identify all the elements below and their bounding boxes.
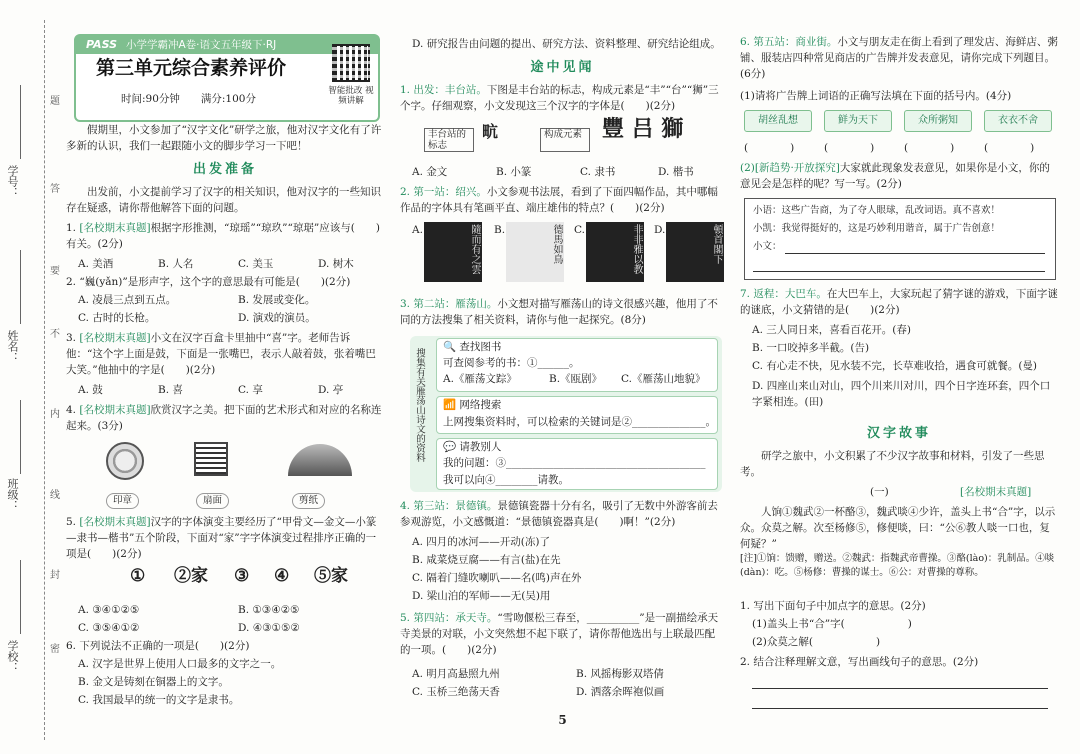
option[interactable]: B. 小篆	[496, 166, 532, 178]
time-score-info: 时间:90分钟 满分:100分	[121, 93, 256, 105]
box-title: 💬 请教别人	[443, 441, 502, 453]
section-intro: 出发前，小文提前学习了汉字的相关知识，他对汉字的一些知识存在疑惑，请你帮他解答下面的问题。	[66, 186, 381, 214]
header-card	[74, 34, 380, 122]
book-option[interactable]: A.《雁荡文踪》	[443, 373, 517, 385]
question-1: 1. [名校期末真题]根据字形推测，“琼瑶”“琼玖”“琼琚”应该与( )有关。(2分)	[66, 222, 380, 250]
question-text: 小文想对描写雁荡山的诗文很感兴趣，他用了不同的方法搜集了相关资料，请你与他一起探究。(8分)	[400, 298, 718, 326]
option[interactable]: C. 古时的长枪。	[78, 312, 156, 324]
exam-tag: [名校期末真题]	[79, 516, 151, 528]
question-2-4	[400, 498, 725, 530]
question-text: “雪吻偃松三春至，__________”是一副描绘承天寺美景的对联，小文突然想不起下联了，请你帮他选出与上联最匹配的一项。( )(2分)	[400, 612, 719, 656]
section-title-stories: 汉字故事	[866, 426, 931, 441]
box-title: 📶 网络搜索	[443, 399, 502, 411]
question-text: 景德镇瓷器十分有名，吸引了无数中外游客前去参观游览，小文感慨道：“景德镇瓷器真是( )啊！”(2分)	[400, 500, 718, 528]
option[interactable]: A. 明月高悬照九州	[412, 668, 500, 680]
paper-cut-fan-image[interactable]	[288, 444, 352, 476]
box-ask	[436, 438, 718, 490]
option[interactable]: C. 隔着门缝吹喇叭——名(鸣)声在外	[412, 572, 582, 584]
meaning-blank[interactable]: (2)众莫之解( )	[752, 636, 881, 648]
option[interactable]: A. 四月的冰河——开动(冻)了	[412, 536, 550, 548]
option[interactable]: B. 人名	[158, 258, 194, 270]
cut-char: 答	[50, 184, 60, 195]
dialog-line: 小文：	[753, 241, 782, 252]
question-2-5	[400, 610, 725, 658]
cut-char: 密	[50, 644, 60, 655]
calligraphy-image-b[interactable]: 德馬如鳥	[506, 222, 564, 282]
keyword-blank[interactable]: 上网搜集资料时，可以检索的关键词是②______________。	[443, 416, 716, 428]
question-text: 小文在汉字百盒卡里抽中“喜”字。老师告诉他：“这个字上面是鼓，下面是一张嘴巴，表示人敲着鼓，张着嘴巴大笑。”他抽中的字是( )(2分)	[66, 332, 376, 376]
match-label-seal[interactable]: 印章	[106, 493, 139, 509]
script-glyph-2: ②家	[174, 566, 208, 586]
script-glyph-5: ⑤家	[314, 566, 348, 586]
option[interactable]: C. 有心走不快，见水装不完，长草难收拾，遇食可就餐。(曼)	[752, 360, 1038, 372]
story-notes: [注]①饷：馈赠，赠送。②魏武：指魏武帝曹操。③酪(lào)：乳制品。④啖(dàn)：吃。⑤杨修：曹操的谋士。⑥公：对曹操的尊称。	[740, 553, 1055, 578]
cut-char: 题	[50, 96, 60, 107]
exam-tag: [名校期末真题]	[79, 222, 151, 234]
cut-char: 封	[50, 570, 60, 581]
sub-question-2	[740, 160, 1058, 192]
option[interactable]: D. 演戏的演员。	[238, 312, 316, 324]
cut-char: 不	[50, 329, 60, 340]
option[interactable]: A. 鼓	[78, 384, 103, 396]
section-title-journey: 途中见闻	[530, 60, 595, 75]
answer-line[interactable]	[753, 271, 1045, 272]
option[interactable]: D. 研究报告由问题的提出、研究方法、资料整理、研究结论组成。	[412, 38, 721, 50]
exam-tag: [名校期末真题]	[79, 404, 151, 416]
option[interactable]: A. 凌晨三点到五点。	[78, 294, 177, 306]
column-1	[66, 0, 384, 754]
trend-tag: (2)[新趋势·开放探究]	[740, 162, 840, 174]
story-question-1: 1. 写出下面句子中加点字的意思。(2分)	[740, 600, 926, 612]
option[interactable]: D. 亭	[318, 384, 344, 396]
option[interactable]: D. 梁山泊的军师——无(吴)用	[412, 590, 551, 602]
option[interactable]: A. 金文	[412, 166, 448, 178]
stop-label: 1. 出发：丰台站。	[400, 84, 487, 96]
option[interactable]: C. 玉桥三绝荡天香	[412, 686, 500, 698]
option[interactable]: A.	[412, 224, 423, 236]
panel-side-caption: 搜集有关雁荡山诗文的资料	[414, 348, 425, 462]
script-glyph-1: ①	[130, 566, 146, 586]
option[interactable]: A. ③④①②⑤	[78, 604, 140, 616]
option[interactable]: B.	[494, 224, 506, 236]
answer-line[interactable]	[752, 708, 1048, 709]
cut-char: 内	[50, 409, 60, 420]
flow-box-logo: 丰台站的标志	[424, 128, 474, 152]
column-3	[740, 0, 1058, 754]
name-label: 姓名：	[6, 330, 19, 363]
option[interactable]: A. 汉字是世界上使用人口最多的文字之一。	[78, 658, 282, 670]
question-2-7	[740, 286, 1058, 318]
option[interactable]: D. 四座山来山对山，四个川来川对川，四个日字连环套，四个口字紧相连。(田)	[752, 380, 1051, 408]
school-label: 学校：	[6, 640, 19, 673]
logo-glyph: 㽘	[482, 122, 499, 141]
question-text: 小文参观书法展，看到了下面四幅作品，其中哪幅作品的字体具有笔画平直、端庄雄伟的特点？( )(2分)	[400, 186, 718, 214]
person-blank[interactable]: 我可以向④________请教。	[443, 474, 569, 486]
class-field-line[interactable]	[20, 400, 21, 474]
sub-question: (1)请将广告牌上词语的正确写法填在下面的括号内。(4分)	[740, 90, 1012, 102]
name-field-line[interactable]	[20, 250, 21, 324]
question-text: 大家就此现象发表意见，如果你是小文，你的意见会是怎样的呢？写一写。(2分)	[740, 162, 1050, 190]
option[interactable]: C.	[574, 224, 585, 236]
question-text: 根据字形推测，“琼瑶”“琼玖”“琼琚”应该与( )有关。(2分)	[66, 222, 380, 250]
school-field-line[interactable]	[20, 560, 21, 634]
answer-bracket[interactable]: ( )	[824, 142, 875, 154]
box-title: 🔍 查找图书	[443, 341, 502, 353]
option[interactable]: B. 发展或变化。	[238, 294, 316, 306]
option[interactable]: B. 喜	[158, 384, 183, 396]
option[interactable]: D.	[654, 224, 666, 236]
option[interactable]: B. 一口咬掉多半截。(告)	[752, 342, 870, 354]
qr-code-overlay	[332, 44, 370, 82]
question-6: 6. 下列说法不正确的一项是( )(2分)	[66, 640, 250, 652]
story-text: 人饷①魏武②一杯酪③，魏武啖④少许，盖头上书“合”字，以示众。众莫之解。次至杨修⑤，修便啖，曰：“公⑥教人啖一口也，复何疑？”	[740, 506, 1056, 550]
box-books	[436, 338, 718, 392]
question-text: 欣赏汉字之美。把下面的艺术形式和对应的名称连起来。(3分)	[66, 404, 382, 432]
stop-label: 7. 返程：大巴车。	[740, 288, 827, 300]
binding-margin	[0, 0, 62, 754]
brand-logo: PASS	[86, 38, 118, 51]
answer-bracket[interactable]: ( )	[984, 142, 1035, 154]
seal-stamp-image[interactable]	[194, 442, 228, 476]
option[interactable]: C. 我国最早的统一的文字是隶书。	[78, 694, 240, 706]
box-text: 可查阅参考的书：①______。	[443, 357, 580, 369]
question-text: 汉字的字体演变主要经历了“甲骨文—金文—小篆—隶书—楷书”五个阶段，下面对“家”字字体演变过程排序正确的一项是( )(2分)	[66, 516, 377, 560]
answer-bracket[interactable]: ( )	[904, 142, 955, 154]
question-text: 小文与朋友走在街上看到了理发店、海鲜店、粥铺、服装店四种常见商店的广告牌并发表意见，请你完成下列题目。(6分)	[740, 36, 1058, 80]
id-field-line[interactable]	[20, 85, 21, 159]
option[interactable]: D. 树木	[318, 258, 354, 270]
series-name: 小学学霸冲A卷·语文五年级下·RJ	[126, 39, 277, 51]
option[interactable]: D. ④③①⑤②	[238, 622, 300, 634]
shop-sign: 众所粥知	[904, 110, 972, 132]
meaning-blank[interactable]: (1)盖头上书“合”字( )	[752, 618, 912, 630]
option[interactable]: B. 咸菜烧豆腐——有言(盐)在先	[412, 554, 561, 566]
exam-tag: [名校期末真题]	[960, 486, 1032, 498]
question-blank[interactable]: 我的问题：③______________________________________	[443, 457, 706, 469]
stop-label: 2. 第一站：绍兴。	[400, 186, 487, 198]
question-5: 5. [名校期末真题]汉字的字体演变主要经历了“甲骨文—金文—小篆—隶书—楷书”五个阶段，下面对“家”字字体演变过程排序正确的一项是( )(2分)	[66, 516, 377, 560]
stop-label: 6. 第五站：商业街。	[740, 36, 838, 48]
dialog-box	[744, 198, 1056, 280]
option[interactable]: C. ③⑤④①②	[78, 622, 140, 634]
question-text: 下图是丰台站的标志，构成元素是“丰”“台”“狮”三个字。仔细观察，小文发现这三个汉字的字体是( )(2分)	[400, 84, 719, 112]
cut-line	[44, 20, 45, 740]
element-glyphs: 豐 吕 獅	[602, 117, 684, 142]
answer-line[interactable]	[785, 253, 1045, 254]
question-2-6	[740, 34, 1058, 82]
option[interactable]: A. 美酒	[78, 258, 114, 270]
intro-text: 假期里，小文参加了“汉字文化”研学之旅，他对汉字文化有了许多新的认识，我们一起跟随小文的脚步学习一下吧！	[66, 124, 382, 152]
question-2-2	[400, 184, 725, 216]
stop-label: 3. 第二站：雁荡山。	[400, 298, 498, 310]
cut-char: 线	[50, 490, 60, 501]
option[interactable]: C. 享	[238, 384, 263, 396]
book-option[interactable]: C.《雁荡山地貌》	[621, 373, 706, 385]
question-2-1	[400, 82, 725, 114]
story-question-2: 2. 结合注释理解文意，写出画线句子的意思。(2分)	[740, 656, 979, 668]
exam-tag: [名校期末真题]	[79, 332, 151, 344]
research-panel	[410, 336, 722, 492]
answer-line[interactable]	[752, 688, 1048, 689]
stop-label: 4. 第三站：景德镇。	[400, 500, 498, 512]
id-label: 学号：	[6, 165, 19, 198]
section-title-departure: 出发准备	[192, 162, 257, 177]
option[interactable]: B. ①③④②⑤	[238, 604, 300, 616]
option[interactable]: A. 三人同日来，喜看百花开。(春)	[752, 324, 911, 336]
script-glyph-3: ③	[234, 566, 250, 586]
match-label-fan[interactable]: 扇面	[196, 493, 229, 509]
flow-box-elements: 构成元素	[540, 128, 590, 152]
dialog-line: 小凯：我觉得挺好的，这是巧妙利用谐音，属于广告创意！	[753, 223, 1001, 234]
shop-sign: 胡丝乱想	[744, 110, 812, 132]
match-label-papercut[interactable]: 剪纸	[292, 493, 325, 509]
cut-char: 要	[50, 266, 60, 277]
answer-bracket[interactable]: ( )	[744, 142, 795, 154]
question-2-3	[400, 296, 725, 328]
round-seal-image[interactable]	[106, 442, 144, 480]
question-2: 2. “巍(yǎn)”是形声字，这个字的意思最有可能是( )(2分)	[66, 276, 351, 288]
section-intro: 研学之旅中，小文积累了不少汉字故事和材料，引发了一些思考。	[740, 450, 1045, 478]
shop-sign: 鲜为天下	[824, 110, 892, 132]
book-option[interactable]: B.《瓯剧》	[549, 373, 603, 385]
script-glyph-4: ④	[274, 566, 290, 586]
page-title: 第三单元综合素养评价	[96, 57, 287, 79]
question-4: 4. [名校期末真题]欣赏汉字之美。把下面的艺术形式和对应的名称连起来。(3分)	[66, 404, 382, 432]
shop-sign: 衣衣不舍	[984, 110, 1052, 132]
page-number: 5	[558, 713, 567, 727]
qr-caption: 智能批改 视频讲解	[328, 86, 374, 106]
option[interactable]: D. 洒落余晖袍似画	[576, 686, 665, 698]
option[interactable]: B. 风摇梅影双塔倩	[576, 668, 664, 680]
option[interactable]: D. 楷书	[658, 166, 694, 178]
calligraphy-image-a[interactable]: 隨而有之雲	[424, 222, 482, 282]
column-2	[400, 0, 725, 754]
option[interactable]: B. 金文是铸刻在铜器上的文字。	[78, 676, 229, 688]
option[interactable]: C. 隶书	[580, 166, 616, 178]
question-text: 在大巴车上，大家玩起了猜字谜的游戏，下面字谜的谜底，小文猜错的是( )(2分)	[740, 288, 1058, 316]
stop-label: 5. 第四站：承天寺。	[400, 612, 498, 624]
class-label: 班级：	[6, 478, 19, 511]
calligraphy-image-d[interactable]: 頓首閣下	[666, 222, 724, 282]
question-3: 3. [名校期末真题]小文在汉字百盒卡里抽中“喜”字。老师告诉他：“这个字上面是鼓，下面是一张嘴巴，表示人敲着鼓，张着嘴巴大笑。”他抽中的字是( )(2分)	[66, 332, 376, 376]
story-number: (一)	[870, 486, 889, 498]
box-web	[436, 396, 718, 434]
option[interactable]: C. 美玉	[238, 258, 274, 270]
calligraphy-image-c[interactable]: 非非雅以教	[586, 222, 644, 282]
dialog-line: 小语：这些广告商，为了夺人眼球，乱改词语。真不喜欢！	[753, 205, 1001, 216]
